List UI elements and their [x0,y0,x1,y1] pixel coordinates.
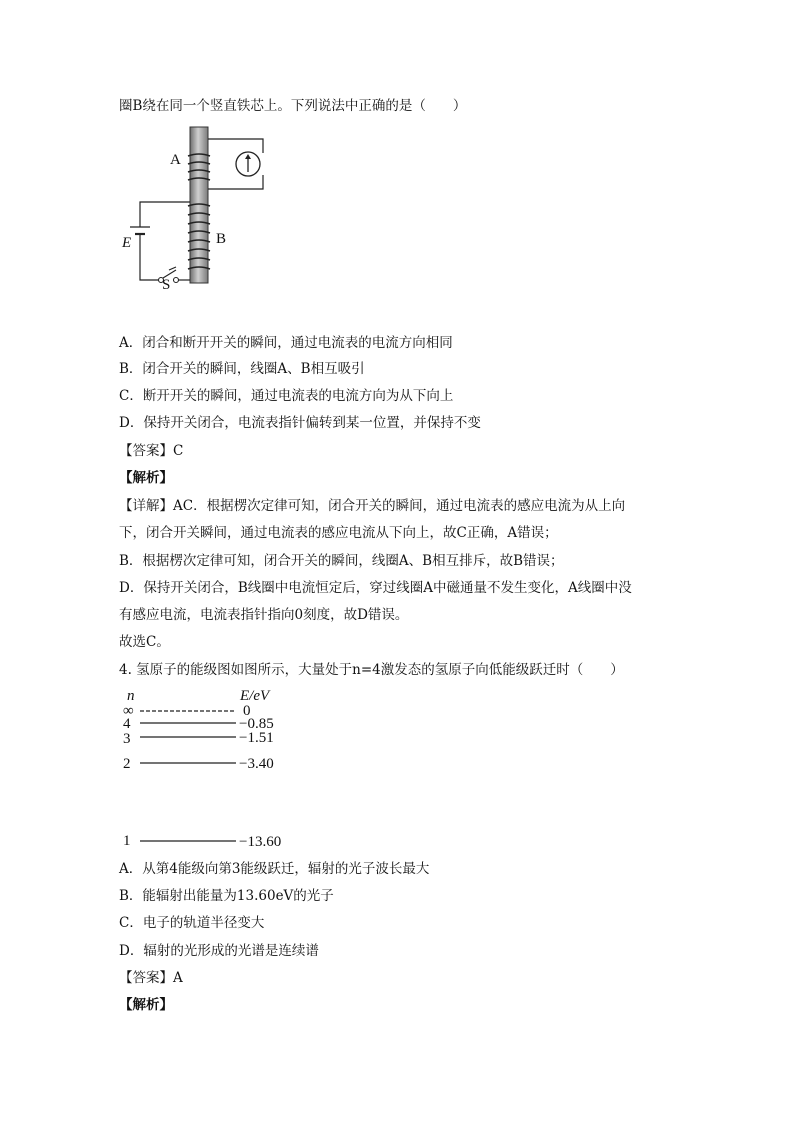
coil-circuit-figure [118,122,278,292]
q4-answer: 【答案】A [119,970,183,986]
q4-option-a: A．从第4能级向第3能级跃迁，辐射的光子波长最大 [119,861,430,877]
label-battery-e: E [122,235,132,251]
level-e-3: −1.51 [239,730,274,746]
label-coil-a: A [170,152,181,168]
q3-stem: 圈B绕在同一个竖直铁芯上。下列说法中正确的是（ ） [119,98,467,114]
n-header: n [127,688,135,704]
q3-option-d: D．保持开关闭合，电流表指针偏转到某一位置，并保持不变 [119,415,481,431]
q3-option-a: A．闭合和断开开关的瞬间，通过电流表的电流方向相同 [119,335,453,351]
level-n-3: 3 [123,731,131,747]
q3-detail-line: 故选C。 [119,634,170,650]
q3-detail-line: 【详解】AC．根据楞次定律可知，闭合开关的瞬间，通过电流表的感应电流为从上向 [119,498,626,514]
battery-icon [130,227,150,240]
level-n-1: 1 [123,833,131,849]
q3-detail-line: D．保持开关闭合，B线圈中电流恒定后，穿过线圈A中磁通量不发生变化，A线圈中没 [119,580,632,596]
q4-option-d: D．辐射的光形成的光谱是连续谱 [119,943,319,959]
level-e-2: −3.40 [239,756,274,772]
battery-circuit-wires [140,202,190,280]
level-e-1: −13.60 [239,834,282,850]
q3-detail-line: 有感应电流，电流表指针指向0刻度，故D错误。 [119,607,409,623]
q4-analysis-label: 【解析】 [119,997,173,1013]
level-e-inf: 0 [243,703,251,719]
level-n-4: 4 [123,716,131,732]
e-header: E/eV [240,688,270,704]
q4-stem: 4. 氢原子的能级图如图所示，大量处于n=4激发态的氢原子向低能级跃迁时（ ） [119,662,624,678]
q3-detail-line: 下，闭合开关瞬间，通过电流表的感应电流从下向上，故C正确，A错误； [119,525,558,541]
q3-option-b: B．闭合开关的瞬间，线圈A、B相互吸引 [119,361,365,377]
level-n-2: 2 [123,756,131,772]
q4-option-b: B．能辐射出能量为13.60eV的光子 [119,888,334,904]
q3-analysis-label: 【解析】 [119,470,173,486]
energy-level-diagram [118,686,318,854]
q4-option-c: C．电子的轨道半径变大 [119,915,265,931]
level-e-4: −0.85 [239,716,274,732]
label-coil-b: B [216,231,227,247]
q3-option-c: C．断开开关的瞬间，通过电流表的电流方向为从下向上 [119,388,454,404]
galvanometer-icon [236,152,260,176]
label-switch-s: S [162,277,171,292]
q3-detail-line: B．根据楞次定律可知，闭合开关的瞬间，线圈A、B相互排斥，故B错误； [119,553,564,569]
level-n-inf: ∞ [123,703,134,719]
q3-answer: 【答案】C [119,443,184,459]
